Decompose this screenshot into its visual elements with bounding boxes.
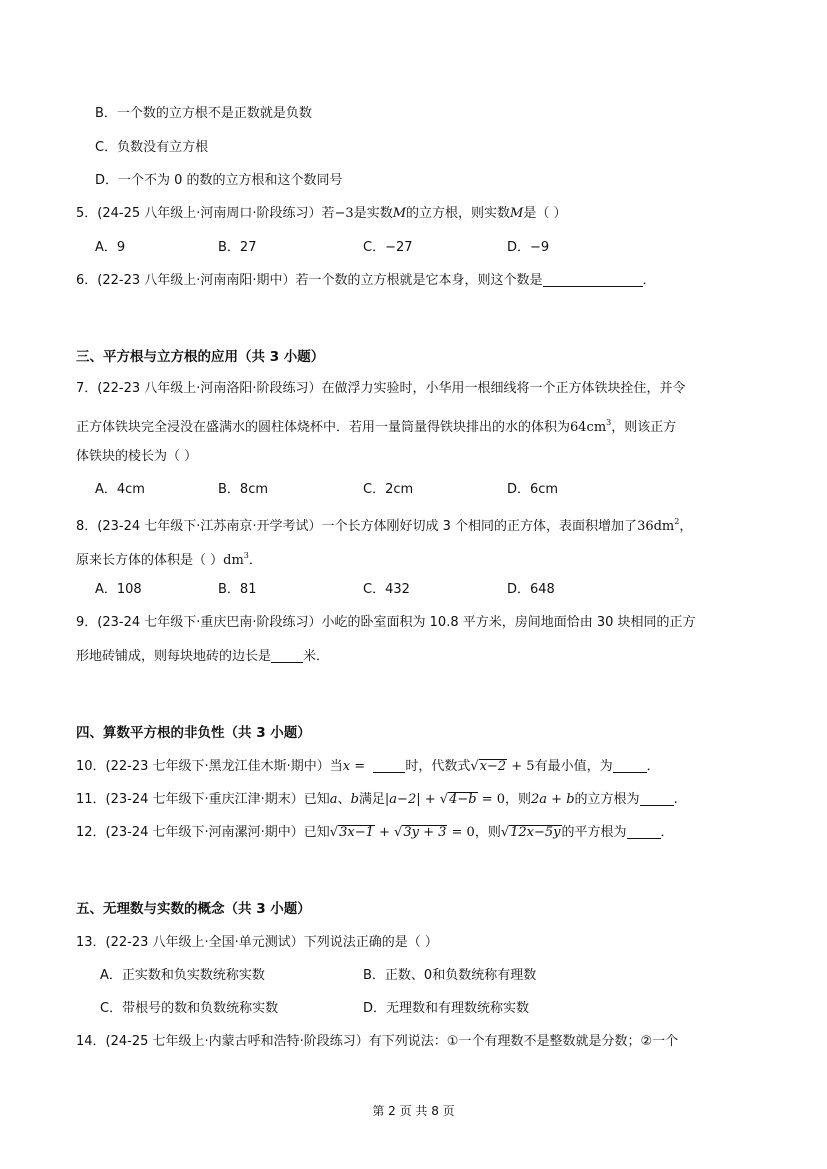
q6-period: ．	[642, 273, 656, 288]
sqrt-icon: √	[439, 792, 449, 807]
question-8-line-2	[76, 547, 262, 570]
q5-option-a: A．9	[95, 240, 126, 255]
question-6	[76, 272, 656, 290]
q11-separator: 、	[337, 792, 351, 807]
q8-text: 8．(23-24 七年级下·江苏南京·开学考试）一个长方体刚好切成 3 个相同的正方体，表面积增加了	[76, 519, 638, 534]
question-10	[76, 758, 660, 776]
q9-unit: 米．	[303, 649, 330, 664]
question-14: 14．(24-25 七年级上·内蒙古呼和浩特·阶段练习）有下列说法：①一个有理数不是整数就是分数；②一个	[76, 1034, 679, 1049]
q8-text-2: 原来长方体的体积是（ ）	[76, 553, 224, 568]
q8-comma: ，	[679, 519, 693, 534]
q12-text: 12．(23-24 七年级下·河南漯河·期中）已知	[76, 825, 330, 840]
q11-absolute-value: |a−2|	[384, 792, 421, 807]
page-number: 第 2 页 共 8 页	[372, 1104, 455, 1118]
q5-option-b: B．27	[218, 240, 257, 255]
q5-var-m: M	[392, 206, 407, 221]
q8-option-a: A．108	[95, 582, 142, 597]
question-7-line-1: 7．(22-23 八年级上·河南洛阳·阶段练习）在做浮力实验时，小华用一根细线将一个正方体铁块拴住，并令	[76, 381, 686, 396]
q11-text-3: ，则	[505, 792, 532, 807]
sqrt-icon: √	[394, 825, 403, 840]
q8-unit: dm	[223, 553, 244, 568]
q10-equals: =	[350, 759, 370, 774]
q4-option-c: C．负数没有立方根	[95, 140, 209, 155]
q7-option-a: A．4cm	[95, 482, 145, 497]
q8-option-c: C．432	[363, 582, 410, 597]
q12-radicand-3: 12x−5y	[510, 825, 561, 840]
q12-plus: +	[374, 825, 395, 840]
q11-expression: 2a + b	[531, 792, 575, 807]
q6-text: 6．(22-23 八年级上·河南南阳·期中）若一个数的立方根就是它本身，则这个数是	[76, 273, 543, 288]
q10-var-x: x	[342, 759, 351, 774]
question-5	[76, 205, 566, 223]
q11-plus: +	[420, 792, 440, 807]
q12-radicand-1: 3x−1	[339, 825, 374, 840]
q13-option-d: D．无理数和有理数统称实数	[363, 1001, 530, 1016]
q11-var-b: b	[350, 792, 359, 807]
q8-period: ．	[248, 553, 262, 568]
section-5-heading: 五、无理数与实数的概念（共 3 小题）	[76, 901, 311, 917]
q13-option-c: C．带根号的数和负数统称实数	[100, 1001, 279, 1016]
q11-answer-blank[interactable]	[640, 791, 674, 806]
q10-text-3: 有最小值，为	[534, 759, 613, 774]
q7-exponent: 3	[606, 418, 612, 427]
question-8-line-1	[76, 513, 692, 536]
q5-text-2: 的立方根，则实数	[406, 206, 511, 221]
q4-option-b: B．一个数的立方根不是正数就是负数	[95, 106, 312, 121]
q5-var-m-2: M	[510, 206, 524, 221]
section-4-heading: 四、算数平方根的非负性（共 3 小题）	[76, 725, 311, 741]
q10-plus-five: + 5	[507, 759, 535, 774]
q7-volume: 64cm	[570, 420, 607, 435]
q12-radicand-2: 3y + 3	[403, 825, 447, 840]
q12-text-2: ，则	[474, 825, 501, 840]
q12-text-3: 的平方根为	[561, 825, 627, 840]
q11-text-2: 满足	[358, 792, 385, 807]
q5-value: −3	[334, 206, 354, 221]
q8-unit-exponent: 3	[243, 551, 249, 560]
q5-bracket: 是（ ）	[523, 206, 567, 221]
q9-text: 形地砖铺成，则每块地砖的边长是	[76, 649, 272, 664]
q7-text-2: ，则该正方	[611, 420, 677, 435]
q5-option-d: D．−9	[507, 240, 550, 255]
q7-option-d: D．6cm	[507, 482, 559, 497]
q10-text-2: 时，代数式	[405, 759, 471, 774]
q4-option-d: D．一个不为 0 的数的立方根和这个数同号	[95, 173, 343, 188]
q13-option-b: B．正数、0和负数统称有理数	[363, 968, 537, 983]
q5-source: 5．(24-25 八年级上·河南周口·阶段练习）若	[76, 206, 335, 221]
q8-option-b: B．81	[218, 582, 257, 597]
q11-radicand: 4−b	[449, 792, 477, 807]
q12-answer-blank[interactable]	[627, 824, 661, 839]
q5-option-c: C．−27	[363, 240, 413, 255]
q11-period: .	[673, 792, 678, 807]
sqrt-icon: √	[500, 825, 510, 840]
section-3-heading: 三、平方根与立方根的应用（共 3 小题）	[76, 349, 325, 365]
q10-text: 10．(22-23 七年级下·黑龙江佳木斯·期中）当	[76, 759, 343, 774]
question-13: 13．(22-23 八年级上·全国·单元测试）下列说法正确的是（ ）	[76, 935, 438, 950]
q7-text: 正方体铁块完全浸没在盛满水的圆柱体烧杯中．若用一量筒量得铁块排出的水的体积为	[76, 420, 571, 435]
q8-area: 36dm	[637, 519, 675, 534]
q11-var-a: a	[329, 792, 338, 807]
q8-exponent: 2	[674, 517, 680, 526]
q8-option-d: D．648	[507, 582, 555, 597]
q7-option-c: C．2cm	[363, 482, 414, 497]
q13-option-a: A．正实数和负实数统称实数	[100, 968, 265, 983]
q11-text: 11．(23-24 七年级下·重庆江津·期末）已知	[76, 792, 330, 807]
q10-answer-blank-2[interactable]	[613, 758, 647, 773]
sqrt-icon: √	[329, 825, 339, 840]
q10-radicand: x−2	[479, 759, 507, 774]
q11-equals-zero: = 0	[477, 792, 506, 807]
question-9-line-2	[76, 648, 329, 666]
question-7-line-2	[76, 414, 676, 437]
question-11	[76, 791, 678, 809]
q6-answer-blank[interactable]	[543, 272, 643, 287]
q9-answer-blank[interactable]	[271, 648, 303, 663]
q10-answer-blank-1[interactable]	[373, 758, 405, 773]
q10-period: ．	[646, 759, 660, 774]
question-12	[76, 824, 674, 842]
question-7-line-3: 体铁块的棱长为（ ）	[76, 449, 198, 464]
q7-option-b: B．8cm	[218, 482, 269, 497]
sqrt-icon: √	[470, 759, 479, 774]
q5-text: 是实数	[353, 206, 393, 221]
question-9-line-1: 9．(23-24 七年级下·重庆巴南·阶段练习）小屹的卧室面积为 10.8 平方米，房间地面恰由 30 块相同的正方	[76, 615, 696, 630]
q11-text-4: 的立方根为	[574, 792, 640, 807]
q12-equals-zero: = 0	[447, 825, 475, 840]
q12-period: ．	[660, 825, 674, 840]
